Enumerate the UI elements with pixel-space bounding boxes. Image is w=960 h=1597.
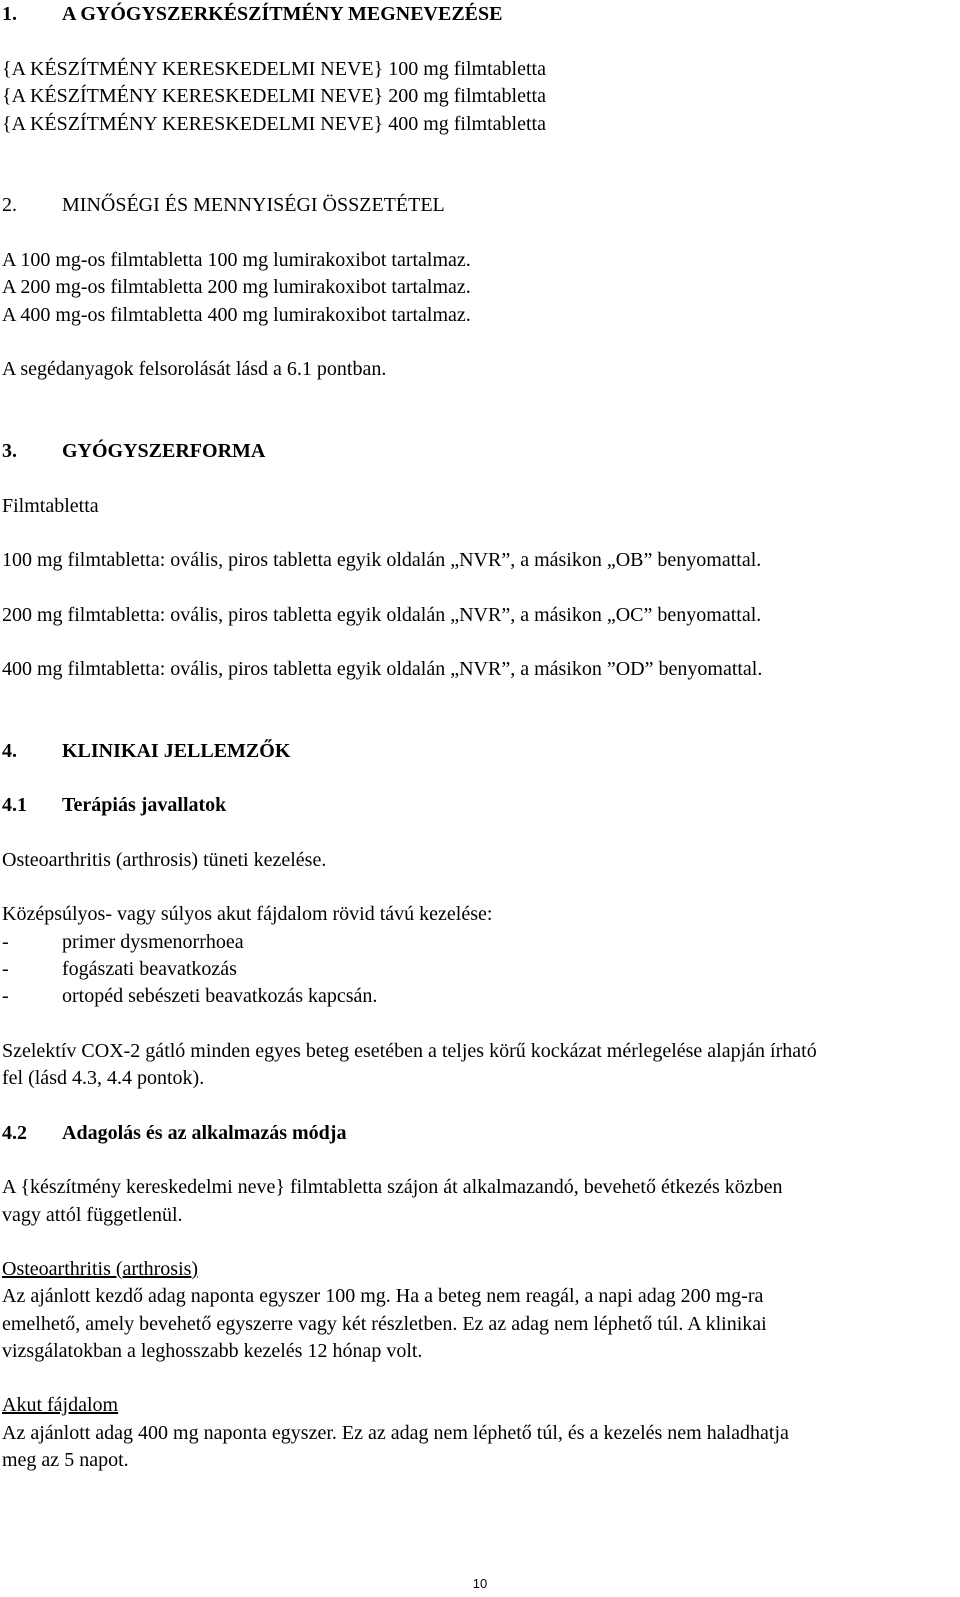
tablet-description-400: 400 mg filmtabletta: ovális, piros tabletta egyik oldalán „NVR”, a másikon ”OD” benyomattal. — [2, 658, 763, 680]
section-4-2-heading — [2, 1121, 346, 1145]
list-item — [2, 984, 377, 1008]
osteoarthritis-dose-line-1: Az ajánlott kezdő adag naponta egyszer 100 mg. Ha a beteg nem reagál, a napi adag 200 mg-ra — [2, 1285, 764, 1307]
acute-pain-dose-line-2: meg az 5 napot. — [2, 1449, 129, 1471]
section-2-title: MINŐSÉGI ÉS MENNYISÉGI ÖSSZETÉTEL — [62, 194, 445, 216]
section-4-title: KLINIKAI JELLEMZŐK — [62, 740, 291, 762]
osteoarthritis-subheading: Osteoarthritis (arthrosis) — [2, 1258, 199, 1280]
section-3-title: GYÓGYSZERFORMA — [62, 440, 266, 462]
list-dash: - — [2, 958, 9, 980]
list-dash: - — [2, 931, 9, 953]
section-4-number: 4. — [2, 740, 17, 762]
excipients-note: A segédanyagok felsorolását lásd a 6.1 pontban. — [2, 358, 387, 380]
list-dash: - — [2, 985, 9, 1007]
administration-line-2: vagy attól függetlenül. — [2, 1204, 183, 1226]
tablet-description-200: 200 mg filmtabletta: ovális, piros tabletta egyik oldalán „NVR”, a másikon „OC” benyomattal. — [2, 604, 762, 626]
composition-400: A 400 mg-os filmtabletta 400 mg lumirakoxibot tartalmaz. — [2, 304, 471, 326]
section-4-2-title: Adagolás és az alkalmazás módja — [62, 1122, 347, 1144]
administration-line-1: A {készítmény kereskedelmi neve} filmtabletta szájon át alkalmazandó, bevehető étkezés közben — [2, 1176, 783, 1198]
page-number: 10 — [472, 1576, 488, 1591]
section-3-number: 3. — [2, 440, 17, 462]
section-1-heading — [2, 2, 502, 26]
list-item-text: ortopéd sebészeti beavatkozás kapcsán. — [62, 985, 378, 1007]
section-4-1-heading — [2, 793, 226, 817]
section-4-1-number: 4.1 — [2, 794, 27, 816]
osteoarthritis-dose-line-3: vizsgálatokban a leghosszabb kezelés 12 hónap volt. — [2, 1340, 423, 1362]
product-name-100: {A KÉSZÍTMÉNY KERESKEDELMI NEVE} 100 mg filmtabletta — [2, 58, 546, 80]
indication-acute-pain: Középsúlyos- vagy súlyos akut fájdalom rövid távú kezelése: — [2, 903, 493, 925]
section-1-number: 1. — [2, 3, 17, 25]
list-item-text: primer dysmenorrhoea — [62, 931, 244, 953]
acute-pain-subheading: Akut fájdalom — [2, 1394, 119, 1416]
list-item — [2, 957, 237, 981]
indication-osteoarthritis: Osteoarthritis (arthrosis) tüneti kezelése. — [2, 849, 327, 871]
product-name-200: {A KÉSZÍTMÉNY KERESKEDELMI NEVE} 200 mg filmtabletta — [2, 85, 546, 107]
list-item — [2, 930, 244, 954]
cox2-note-line-1: Szelektív COX-2 gátló minden egyes beteg esetében a teljes körű kockázat mérlegelése alapján írható — [2, 1040, 817, 1062]
composition-100: A 100 mg-os filmtabletta 100 mg lumirakoxibot tartalmaz. — [2, 249, 471, 271]
section-3-heading — [2, 439, 265, 463]
tablet-description-100: 100 mg filmtabletta: ovális, piros tabletta egyik oldalán „NVR”, a másikon „OB” benyomattal. — [2, 549, 762, 571]
section-1-title: A GYÓGYSZERKÉSZÍTMÉNY MEGNEVEZÉSE — [62, 3, 503, 25]
pharmaceutical-form: Filmtabletta — [2, 495, 99, 517]
section-4-2-number: 4.2 — [2, 1122, 27, 1144]
composition-200: A 200 mg-os filmtabletta 200 mg lumirakoxibot tartalmaz. — [2, 276, 471, 298]
section-4-heading — [2, 739, 290, 763]
acute-pain-dose-line-1: Az ajánlott adag 400 mg naponta egyszer. Ez az adag nem léphető túl, és a kezelés nem haladhatja — [2, 1422, 789, 1444]
section-2-heading — [2, 193, 445, 217]
product-name-400: {A KÉSZÍTMÉNY KERESKEDELMI NEVE} 400 mg filmtabletta — [2, 113, 546, 135]
cox2-note-line-2: fel (lásd 4.3, 4.4 pontok). — [2, 1067, 205, 1089]
section-4-1-title: Terápiás javallatok — [62, 794, 227, 816]
section-2-number: 2. — [2, 194, 17, 216]
osteoarthritis-dose-line-2: emelhető, amely bevehető egyszerre vagy két részletben. Ez az adag nem léphető túl. A klinikai — [2, 1313, 767, 1335]
list-item-text: fogászati beavatkozás — [62, 958, 237, 980]
